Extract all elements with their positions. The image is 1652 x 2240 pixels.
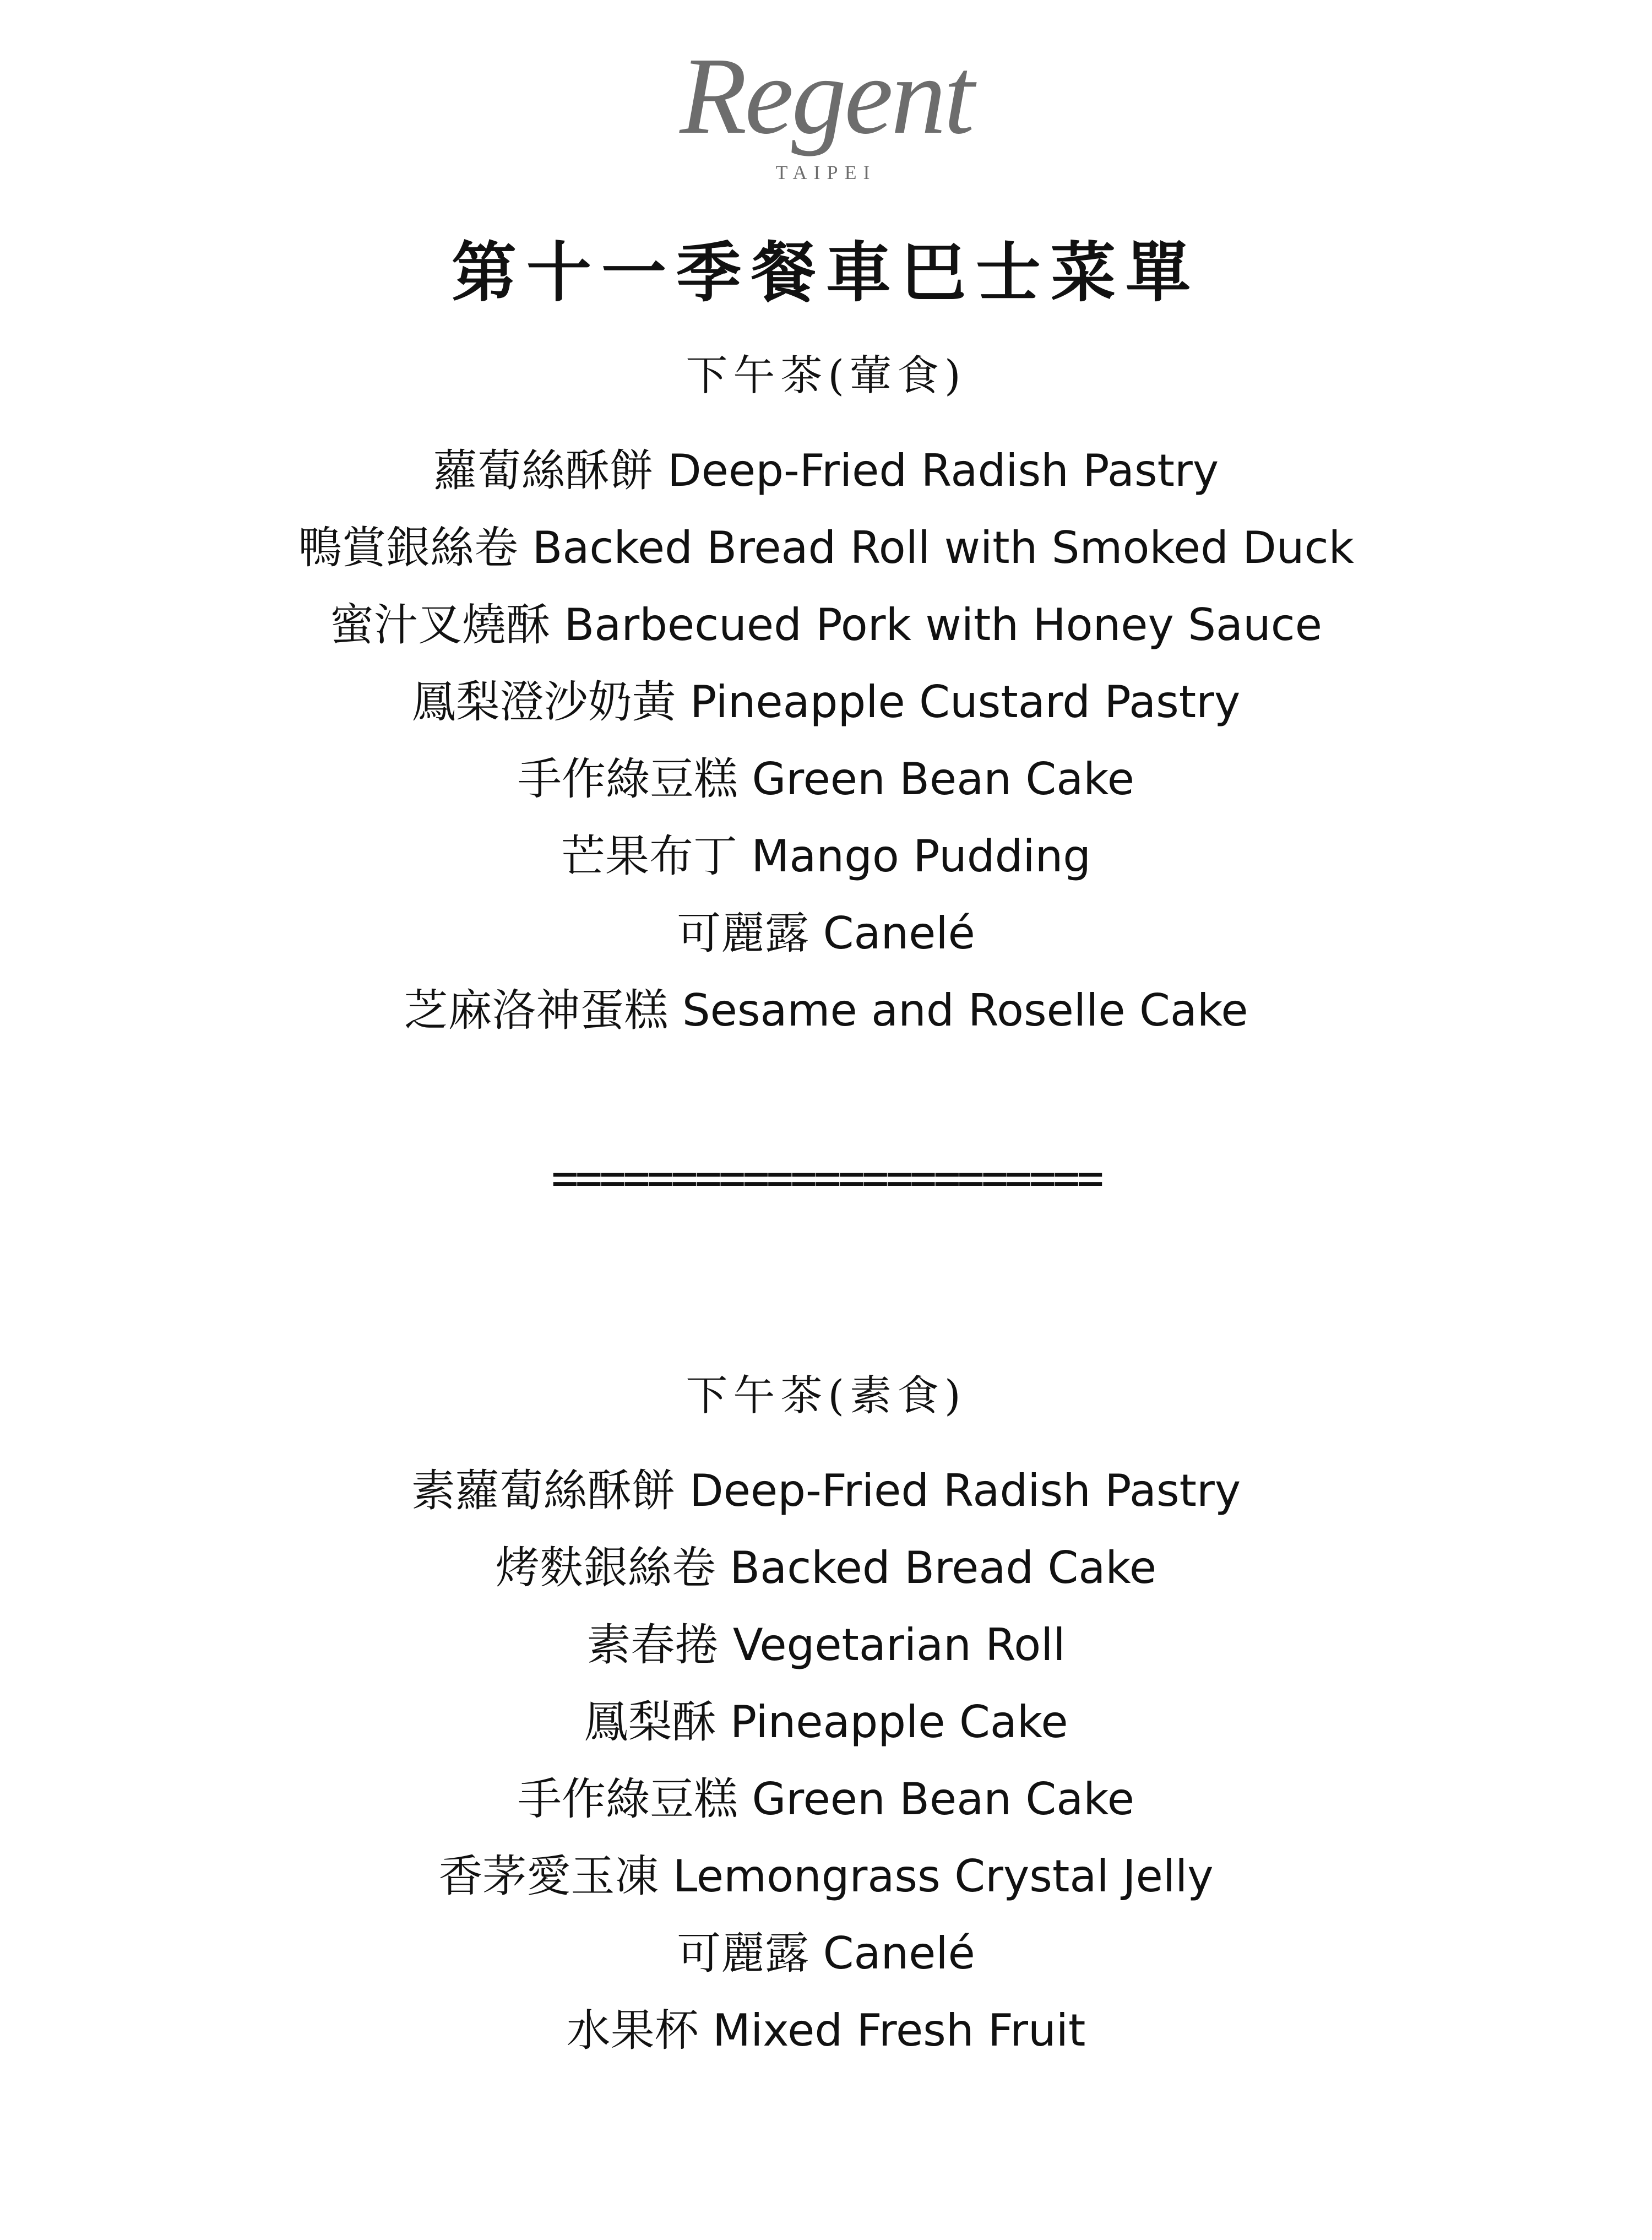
menu-item: 水果杯 Mixed Fresh Fruit: [566, 2005, 1086, 2056]
menu-item: 香茅愛玉凍 Lemongrass Crystal Jelly: [438, 1851, 1214, 1902]
menu-list-meat: [0, 432, 1652, 1049]
menu-item: 鳳梨酥 Pineapple Cake: [584, 1696, 1068, 1748]
regent-taipei-logo: [551, 33, 1101, 193]
menu-item: 手作綠豆糕 Green Bean Cake: [518, 1773, 1134, 1825]
menu-item: 蘿蔔絲酥餅 Deep-Fried Radish Pastry: [433, 445, 1219, 496]
section-divider: =======================: [551, 1152, 1101, 1205]
menu-item: 素蘿蔔絲酥餅 Deep-Fried Radish Pastry: [411, 1465, 1241, 1516]
menu-item: 芝麻洛神蛋糕 Sesame and Roselle Cake: [404, 985, 1248, 1036]
menu-item: 芒果布丁 Mango Pudding: [561, 831, 1091, 882]
menu-item: 鳳梨澄沙奶黃 Pineapple Custard Pastry: [411, 676, 1241, 728]
menu-item: 手作綠豆糕 Green Bean Cake: [518, 753, 1134, 805]
menu-item: 可麗露 Canelé: [677, 1928, 975, 1979]
menu-item: 蜜汁叉燒酥 Barbecued Pork with Honey Sauce: [330, 599, 1322, 650]
section-heading-meat: 下午茶(葷食): [686, 351, 966, 400]
menu-list-vegetarian: [0, 1452, 1652, 2069]
section-heading-vegetarian: 下午茶(素食): [686, 1371, 966, 1420]
menu-item: 可麗露 Canelé: [677, 908, 975, 959]
menu-item: 素春捲 Vegetarian Roll: [586, 1619, 1066, 1670]
page-title: 第十一季餐車巴士菜單: [451, 234, 1200, 311]
menu-item: 烤麩銀絲卷 Backed Bread Cake: [495, 1542, 1157, 1593]
logo-city: TAIPEI: [775, 161, 877, 183]
logo-wordmark: Regent: [680, 35, 972, 157]
menu-item: 鴨賞銀絲卷 Backed Bread Roll with Smoked Duck: [298, 522, 1354, 573]
